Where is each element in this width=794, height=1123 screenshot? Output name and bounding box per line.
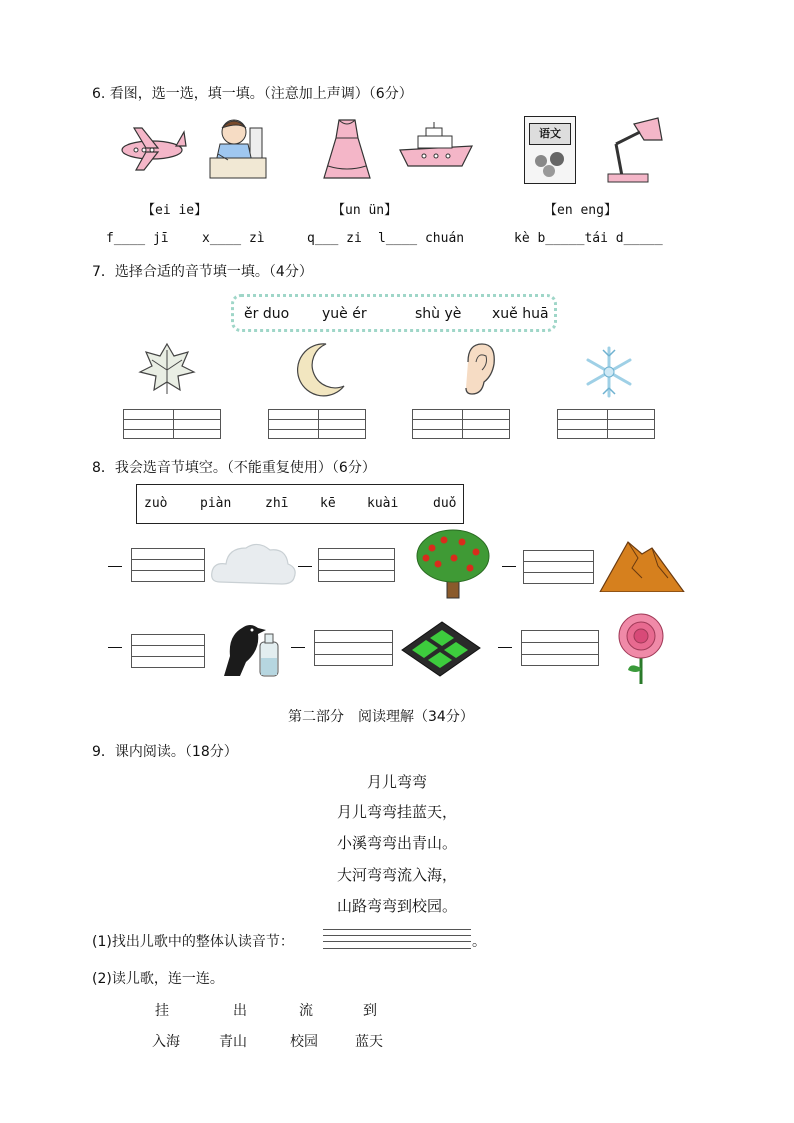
book-cover-art [531, 149, 569, 179]
q6-blank-1[interactable]: f____ jī [106, 231, 169, 246]
poem-line-3: 大河弯弯流入海， [336, 866, 457, 884]
q8-answer-grid-2[interactable] [318, 548, 395, 582]
cloud-icon [210, 538, 296, 588]
q6-blank-5[interactable]: kè b_____tái d_____ [514, 231, 663, 246]
q9-sub2: (2)读儿歌，连一连。 [92, 971, 224, 987]
ear-icon [460, 342, 498, 398]
q6-blank-2[interactable]: x____ zì [202, 231, 265, 246]
moon-icon [292, 340, 348, 398]
q8-option-3: zhī [265, 496, 289, 511]
q6-group-2: 【un ün】 [332, 203, 398, 218]
snowflake-icon [580, 344, 638, 400]
q8-dash-3 [502, 566, 516, 567]
window-glass-icon [398, 620, 484, 678]
q9-sub1: (1)找出儿歌中的整体认读音节： [92, 934, 294, 950]
q6-group-1: 【ei ie】 [142, 203, 208, 218]
q7-answer-grid-4[interactable] [557, 409, 655, 439]
match-bottom-3[interactable]: 校园 [290, 1034, 318, 1050]
q7-answer-grid-1[interactable] [123, 409, 221, 439]
q8-answer-grid-1[interactable] [131, 548, 205, 582]
match-bottom-4[interactable]: 蓝天 [355, 1034, 383, 1050]
q8-option-5: kuài [367, 496, 399, 511]
match-top-3[interactable]: 流 [299, 1003, 313, 1019]
match-top-4[interactable]: 到 [363, 1003, 377, 1019]
q9-title: 9．课内阅读。（18分） [92, 744, 238, 760]
poem-line-1: 月儿弯弯挂蓝天， [336, 803, 457, 821]
q8-dash-4 [108, 647, 122, 648]
q7-option-3: shù yè [415, 306, 462, 322]
ship-icon [396, 120, 476, 172]
q7-option-2: yuè ér [322, 306, 367, 322]
q7-option-1: ěr duo [244, 306, 290, 322]
q7-title: 7．选择合适的音节填一填。（4分） [92, 264, 313, 280]
boy-writing-icon [206, 114, 268, 182]
q9-sub1-end: 。 [472, 934, 486, 950]
leaf-icon [138, 340, 196, 396]
q8-option-6: duǒ [433, 496, 457, 511]
poem-line-4: 山路弯弯到校园。 [336, 897, 457, 915]
q8-answer-grid-5[interactable] [314, 630, 393, 666]
q8-dash-5 [291, 647, 305, 648]
airplane-icon [116, 122, 188, 174]
q8-dash-6 [498, 647, 512, 648]
q6-title: 6. 看图，选一选，填一填。（注意加上声调）（6分） [92, 86, 413, 102]
q7-option-4: xuě huā [492, 306, 549, 322]
book-title: 语文 [529, 123, 571, 145]
q8-dash-2 [298, 566, 312, 567]
apple-tree-icon [414, 528, 492, 600]
q6-blank-4[interactable]: l____ chuán [378, 231, 465, 246]
desk-lamp-icon [600, 114, 664, 186]
q8-answer-grid-3[interactable] [523, 550, 594, 584]
q8-title: 8．我会选音节填空。（不能重复使用）（6分） [92, 460, 376, 476]
match-bottom-1[interactable]: 入海 [152, 1034, 180, 1050]
rose-icon [610, 612, 672, 686]
match-top-1[interactable]: 挂 [155, 1003, 169, 1019]
q8-answer-grid-4[interactable] [131, 634, 205, 668]
match-top-2[interactable]: 出 [233, 1003, 247, 1019]
crow-bottle-icon [216, 616, 286, 680]
poem-line-2: 小溪弯弯出青山。 [336, 834, 457, 852]
part2-heading: 第二部分 阅读理解（34分） [288, 709, 474, 725]
q8-option-2: piàn [200, 496, 232, 511]
q8-dash-1 [108, 566, 122, 567]
dress-icon [322, 116, 372, 180]
q6-blank-3[interactable]: q___ zi [307, 231, 362, 246]
q9-sub1-answer-lines[interactable] [323, 929, 471, 949]
q6-group-3: 【en eng】 [544, 203, 617, 218]
poem-title: 月儿弯弯 [366, 773, 427, 791]
q8-option-box [136, 484, 464, 524]
q7-answer-grid-2[interactable] [268, 409, 366, 439]
q7-answer-grid-3[interactable] [412, 409, 510, 439]
q8-answer-grid-6[interactable] [521, 630, 599, 666]
q8-option-1: zuò [144, 496, 168, 511]
mountain-icon [598, 538, 686, 592]
match-bottom-2[interactable]: 青山 [219, 1034, 247, 1050]
book-icon [524, 116, 576, 184]
q8-option-4: kē [320, 496, 336, 511]
